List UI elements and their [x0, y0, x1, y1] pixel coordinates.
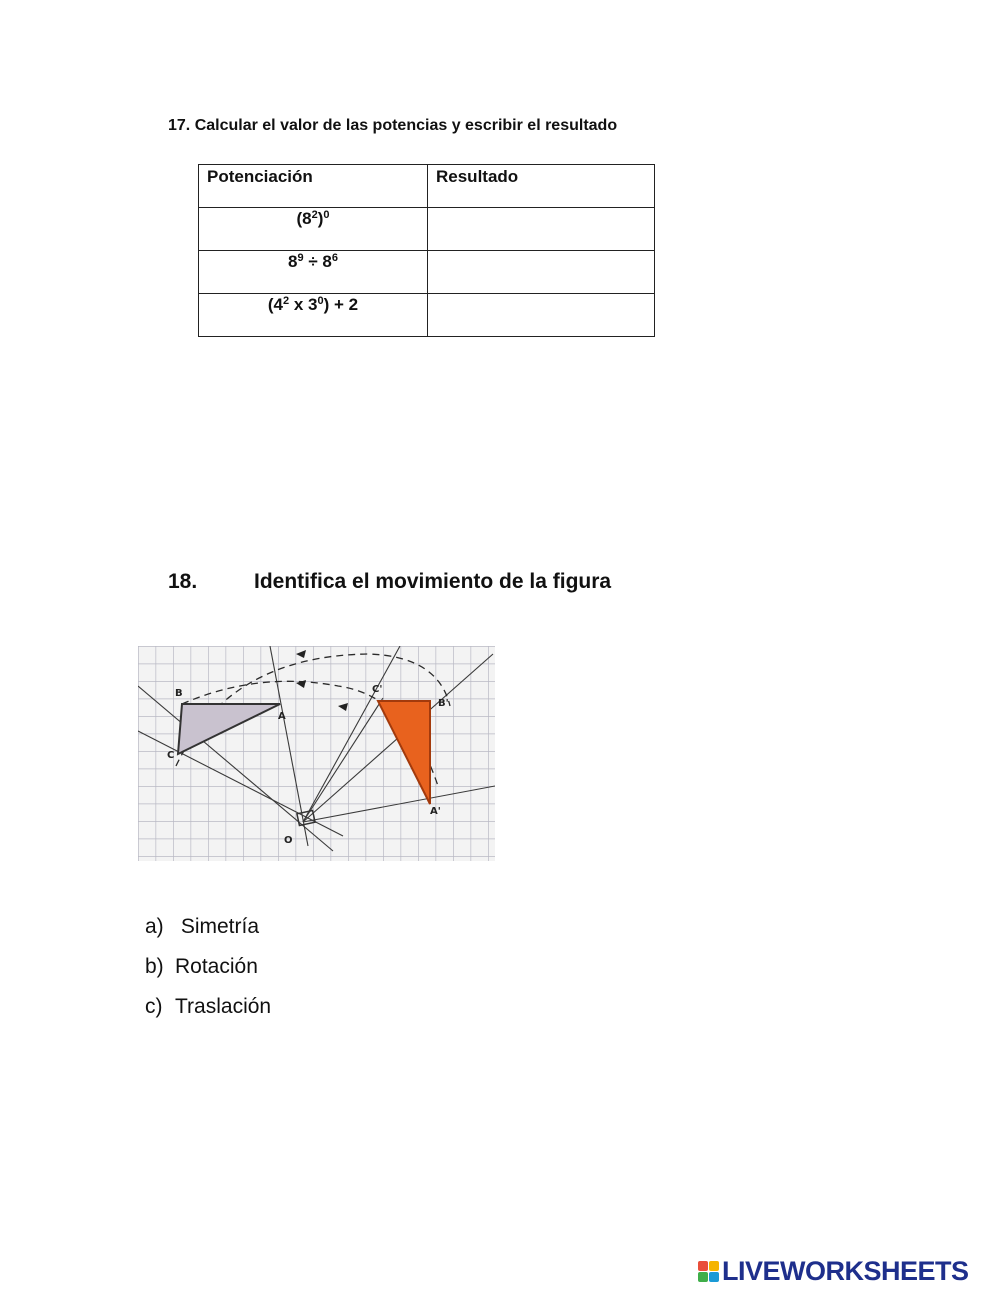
logo-block-blue [709, 1272, 719, 1282]
label-c: C [167, 750, 175, 761]
liveworksheets-logo [698, 1256, 969, 1287]
label-b-prime: B' [438, 698, 449, 709]
table-row [199, 208, 655, 251]
expression-cell: ($4^2$ x $3^0) + 2$ [199, 294, 428, 337]
label-o: O [284, 835, 293, 846]
answer-options [145, 913, 271, 1033]
option-letter: a) [145, 915, 164, 938]
header-potenciacion: Potenciación [199, 165, 428, 208]
option-b[interactable] [145, 953, 271, 993]
label-c-prime: C' [372, 684, 383, 695]
option-letter: b) [145, 955, 164, 978]
option-text: Rotación [175, 955, 258, 978]
expression-cell: $8^9 \div 8^6$ [199, 251, 428, 294]
result-answer-cell[interactable] [428, 251, 655, 294]
grid-lines [138, 646, 495, 861]
question-text: Identifica el movimiento de la figura [254, 570, 612, 593]
question-number: 18. [168, 570, 198, 593]
expression-cell: $(8^2)^0$ [199, 208, 428, 251]
logo-icon [698, 1261, 719, 1282]
option-text: Simetría [175, 915, 260, 938]
label-a-prime: A' [430, 806, 441, 817]
powers-table [198, 164, 655, 337]
table-row [199, 251, 655, 294]
label-a: A [278, 711, 286, 722]
table-header-row [199, 165, 655, 208]
option-text: Traslación [175, 995, 272, 1018]
question-17-title: 17. Calcular el valor de las potencias y escribir el resultado [168, 117, 618, 134]
logo-text: LIVEWORKSHEETS [722, 1256, 969, 1286]
table-row [199, 294, 655, 337]
label-b: B [175, 688, 183, 699]
header-resultado: Resultado [428, 165, 655, 208]
option-a[interactable] [145, 913, 271, 953]
logo-block-red [698, 1261, 708, 1271]
logo-block-green [698, 1272, 708, 1282]
logo-block-yellow [709, 1261, 719, 1271]
question-18-title [168, 570, 611, 594]
rotation-figure [138, 646, 495, 861]
result-answer-cell[interactable] [428, 294, 655, 337]
option-letter: c) [145, 995, 163, 1018]
result-answer-cell[interactable] [428, 208, 655, 251]
option-c[interactable] [145, 993, 271, 1033]
